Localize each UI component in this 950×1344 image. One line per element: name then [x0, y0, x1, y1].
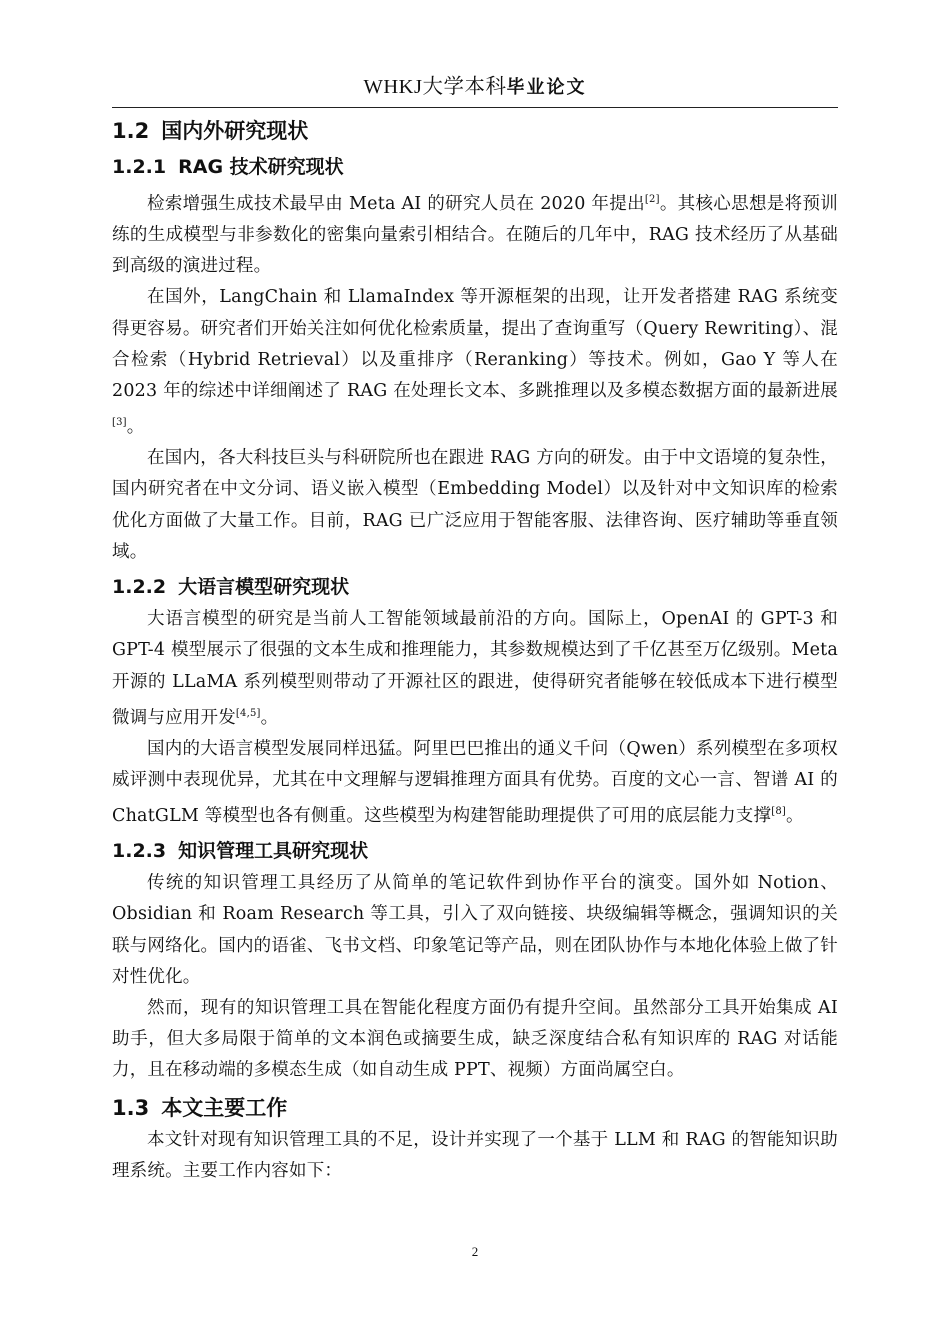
- paragraph: 检索增强生成技术最早由 Meta AI 的研究人员在 2020 年提出[2]。其核心思想是将预训练的生成模型与非参数化的密集向量索引相结合。在随后的几年中，RAG 技术经历了从基础到高级的演进过程。: [112, 193, 838, 277]
- section-number: 1.2: [112, 119, 150, 143]
- header-rule: [112, 107, 838, 108]
- paragraph: 传统的知识管理工具经历了从简单的笔记软件到协作平台的演变。国外如 Notion、Obsidian 和 Roam Research 等工具，引入了双向链接、块级编辑等概念，强调知识的关联与网络化。国内的语雀、飞书文档、印象笔记等产品，则在团队协作与本地化体验上做了针对性优化。: [112, 873, 838, 987]
- paragraph: 然而，现有的知识管理工具在智能化程度方面仍有提升空间。虽然部分工具开始集成 AI 助手，但大多局限于简单的文本润色或摘要生成，缺乏深度结合私有知识库的 RAG 对话能力，且在移动端的多模态生成（如自动生成 PPT、视频）方面尚属空白。: [112, 997, 838, 1081]
- subsection-title: RAG 技术研究现状: [178, 156, 344, 178]
- section-title: 本文主要工作: [161, 1095, 288, 1120]
- citation-marker: [2]: [644, 194, 660, 205]
- citation-marker: [8]: [771, 806, 786, 818]
- subsection-heading-1-2-3: [112, 834, 838, 868]
- subsection-heading-1-2-2: [112, 570, 838, 604]
- paragraph: 国内的大语言模型发展同样迅猛。阿里巴巴推出的通义千问（Qwen）系列模型在多项权威评测中表现优异，尤其在中文理解与逻辑推理方面具有优势。百度的文心一言、智谱 AI 的 ChatGLM 等模型也各有侧重。这些模型为构建智能助理提供了可用的底层能力支撑[8]。: [112, 738, 838, 826]
- subsection-number: 1.2.3: [112, 840, 167, 863]
- subsection-number: 1.2.1: [112, 156, 167, 178]
- subsection-title: 知识管理工具研究现状: [178, 840, 369, 863]
- subsection-title: 大语言模型研究现状: [178, 576, 350, 599]
- header-doc-type: 毕业论文: [506, 77, 587, 98]
- citation-marker: [4,5]: [235, 707, 261, 719]
- subsection-number: 1.2.2: [112, 576, 167, 599]
- page-content: [112, 112, 838, 1187]
- section-heading-1-3: [112, 1091, 838, 1125]
- paragraph: 本文针对现有知识管理工具的不足，设计并实现了一个基于 LLM 和 RAG 的智能知识助理系统。主要工作内容如下：: [112, 1129, 838, 1181]
- header-school: WHKJ大学本科: [363, 76, 507, 98]
- paragraph: 在国外，LangChain 和 LlamaIndex 等开源框架的出现，让开发者搭建 RAG 系统变得更容易。研究者们开始关注如何优化检索质量，提出了查询重写（Query Rewriting）、混合检索（Hybrid Retrieval）以及重排序（Reranking）等技术。例如，Gao Y 等人在 2023 年的综述中详细阐述了 RAG 在处理长文本、多跳推理以及多模态数据方面的最新进展[3]。: [112, 287, 838, 438]
- paragraph: 大语言模型的研究是当前人工智能领域最前沿的方向。国际上，OpenAI 的 GPT-3 和 GPT-4 模型展示了很强的文本生成和推理能力，其参数规模达到了千亿甚至万亿级别。Meta 开源的 LLaMA 系列模型则带动了开源社区的跟进，使得研究者能够在较低成本下进行模型微调与应用开发[4,5]。: [112, 609, 838, 728]
- section-title: 国内外研究现状: [161, 119, 309, 143]
- section-heading-1-2: [112, 114, 838, 148]
- page-number: 2: [471, 1244, 479, 1259]
- section-number: 1.3: [112, 1095, 150, 1120]
- subsection-heading-1-2-1: [112, 150, 838, 184]
- page-header: [112, 70, 838, 102]
- paragraph: 在国内，各大科技巨头与科研院所也在跟进 RAG 方向的研发。由于中文语境的复杂性，国内研究者在中文分词、语义嵌入模型（Embedding Model）以及针对中文知识库的检索优化方面做了大量工作。目前，RAG 已广泛应用于智能客服、法律咨询、医疗辅助等垂直领域。: [112, 448, 838, 562]
- citation-marker: [3]: [112, 417, 127, 429]
